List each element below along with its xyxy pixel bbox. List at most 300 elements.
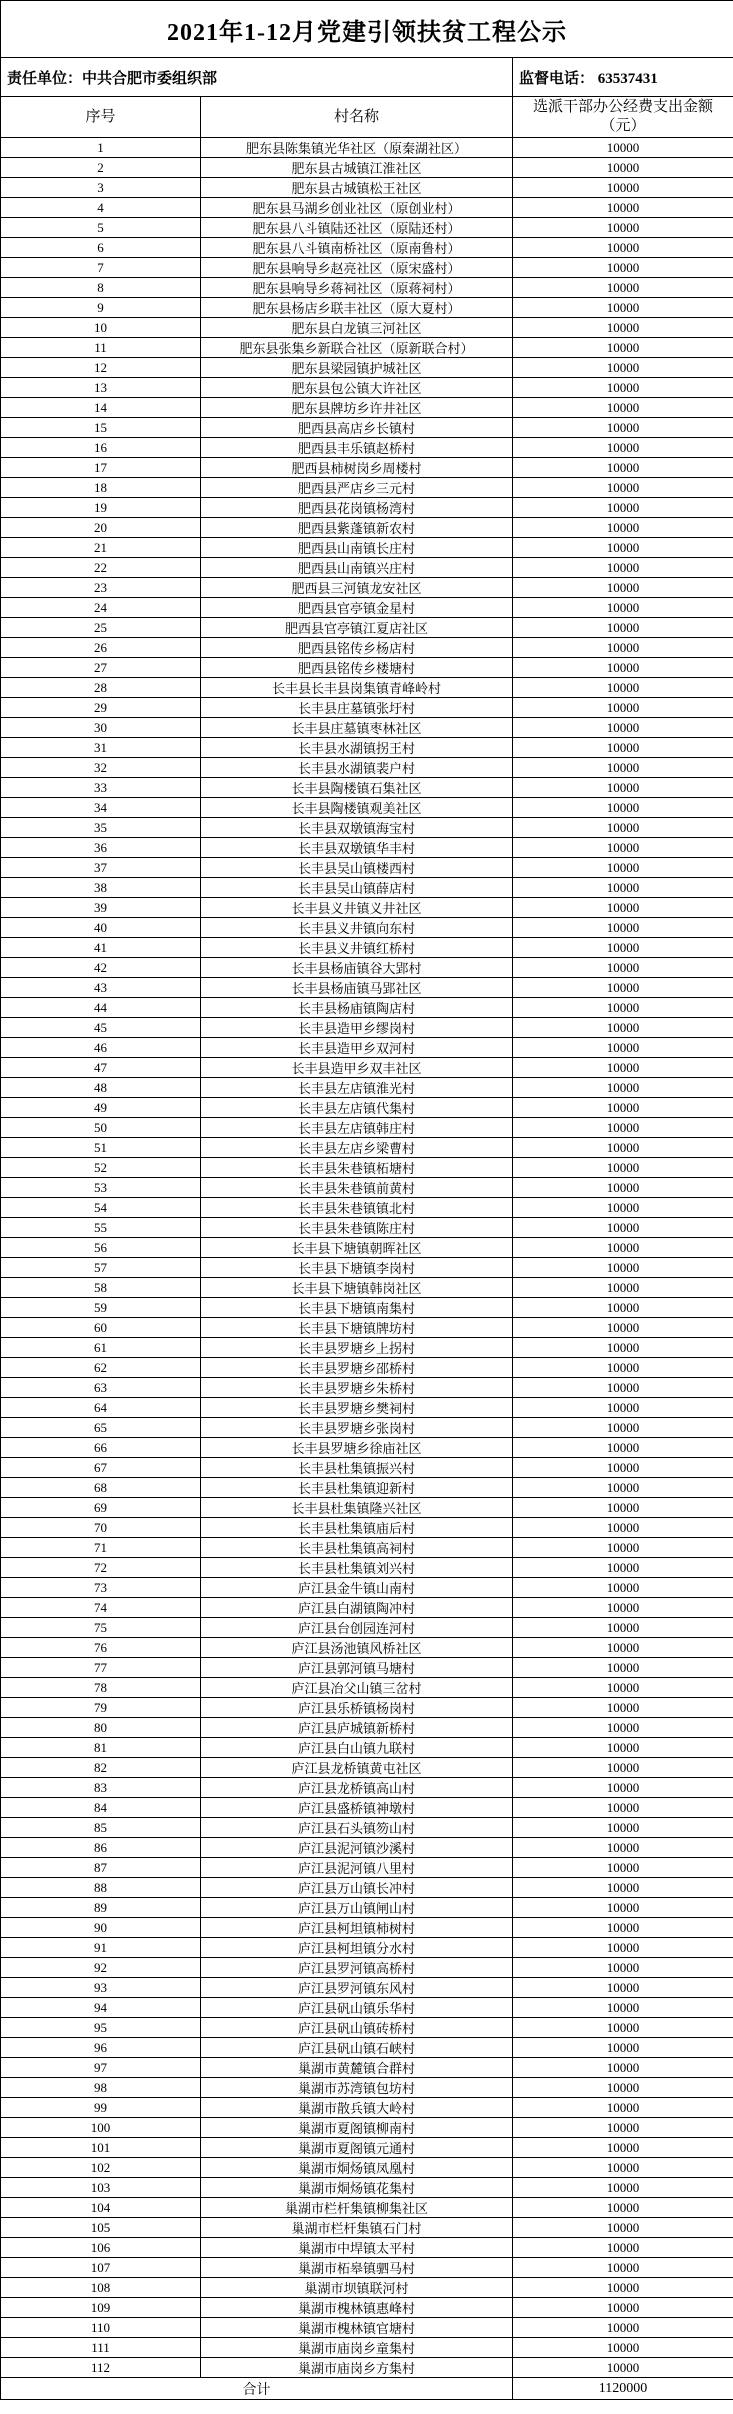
row-village-name: 肥东县梁园镇护城社区 bbox=[201, 358, 513, 378]
row-index: 4 bbox=[1, 198, 201, 218]
row-index: 39 bbox=[1, 898, 201, 918]
row-amount: 10000 bbox=[513, 2138, 733, 2158]
row-village-name: 长丰县造甲乡缪岗村 bbox=[201, 1018, 513, 1038]
row-village-name: 巢湖市槐林镇官塘村 bbox=[201, 2318, 513, 2338]
row-amount: 10000 bbox=[513, 598, 733, 618]
row-index: 47 bbox=[1, 1058, 201, 1078]
row-village-name: 庐江县白湖镇陶冲村 bbox=[201, 1598, 513, 1618]
table-row bbox=[1, 2118, 733, 2138]
row-village-name: 庐江县庐城镇新桥村 bbox=[201, 1718, 513, 1738]
row-amount: 10000 bbox=[513, 578, 733, 598]
table-row bbox=[1, 658, 733, 678]
row-amount: 10000 bbox=[513, 678, 733, 698]
row-village-name: 庐江县龙桥镇高山村 bbox=[201, 1778, 513, 1798]
row-village-name: 肥东县古城镇松王社区 bbox=[201, 178, 513, 198]
row-index: 35 bbox=[1, 818, 201, 838]
row-index: 22 bbox=[1, 558, 201, 578]
row-village-name: 肥西县官亭镇江夏店社区 bbox=[201, 618, 513, 638]
table-row bbox=[1, 2358, 733, 2378]
row-amount: 10000 bbox=[513, 378, 733, 398]
table-row bbox=[1, 938, 733, 958]
row-amount: 10000 bbox=[513, 1658, 733, 1678]
row-amount: 10000 bbox=[513, 1238, 733, 1258]
row-amount: 10000 bbox=[513, 1718, 733, 1738]
table-row bbox=[1, 898, 733, 918]
row-village-name: 庐江县矾山镇石峡村 bbox=[201, 2038, 513, 2058]
row-amount: 10000 bbox=[513, 1838, 733, 1858]
row-amount: 10000 bbox=[513, 2238, 733, 2258]
row-village-name: 长丰县罗塘乡上拐村 bbox=[201, 1338, 513, 1358]
row-index: 104 bbox=[1, 2198, 201, 2218]
row-index: 102 bbox=[1, 2158, 201, 2178]
row-index: 50 bbox=[1, 1118, 201, 1138]
row-village-name: 长丰县罗塘乡张岗村 bbox=[201, 1418, 513, 1438]
table-row bbox=[1, 1458, 733, 1478]
row-index: 93 bbox=[1, 1978, 201, 1998]
table-row bbox=[1, 2218, 733, 2238]
row-amount: 10000 bbox=[513, 978, 733, 998]
row-amount: 10000 bbox=[513, 638, 733, 658]
row-amount: 10000 bbox=[513, 1198, 733, 1218]
row-amount: 10000 bbox=[513, 2318, 733, 2338]
row-amount: 10000 bbox=[513, 1798, 733, 1818]
row-amount: 10000 bbox=[513, 1778, 733, 1798]
table-row bbox=[1, 1298, 733, 1318]
row-index: 61 bbox=[1, 1338, 201, 1358]
row-village-name: 肥西县官亭镇金星村 bbox=[201, 598, 513, 618]
row-index: 52 bbox=[1, 1158, 201, 1178]
row-village-name: 肥西县山南镇长庄村 bbox=[201, 538, 513, 558]
row-amount: 10000 bbox=[513, 1318, 733, 1338]
title-row bbox=[1, 1, 733, 58]
row-village-name: 巢湖市坝镇联河村 bbox=[201, 2278, 513, 2298]
row-amount: 10000 bbox=[513, 1138, 733, 1158]
table-row bbox=[1, 438, 733, 458]
row-index: 12 bbox=[1, 358, 201, 378]
row-index: 70 bbox=[1, 1518, 201, 1538]
row-amount: 10000 bbox=[513, 338, 733, 358]
row-index: 2 bbox=[1, 158, 201, 178]
row-village-name: 长丰县杨庙镇陶店村 bbox=[201, 998, 513, 1018]
row-amount: 10000 bbox=[513, 1558, 733, 1578]
table-row bbox=[1, 1718, 733, 1738]
table-row bbox=[1, 2078, 733, 2098]
row-village-name: 长丰县义井镇红桥村 bbox=[201, 938, 513, 958]
row-index: 109 bbox=[1, 2298, 201, 2318]
row-amount: 10000 bbox=[513, 1298, 733, 1318]
row-village-name: 长丰县长丰县岗集镇青峰岭村 bbox=[201, 678, 513, 698]
table-row bbox=[1, 638, 733, 658]
row-village-name: 巢湖市烔炀镇花集村 bbox=[201, 2178, 513, 2198]
table-row bbox=[1, 1998, 733, 2018]
row-village-name: 长丰县左店乡梁曹村 bbox=[201, 1138, 513, 1158]
row-village-name: 庐江县白山镇九联村 bbox=[201, 1738, 513, 1758]
table-row bbox=[1, 1698, 733, 1718]
row-index: 40 bbox=[1, 918, 201, 938]
row-village-name: 长丰县杨庙镇谷大郢村 bbox=[201, 958, 513, 978]
row-amount: 10000 bbox=[513, 1998, 733, 2018]
row-village-name: 长丰县陶楼镇石集社区 bbox=[201, 778, 513, 798]
row-amount: 10000 bbox=[513, 398, 733, 418]
row-index: 96 bbox=[1, 2038, 201, 2058]
row-amount: 10000 bbox=[513, 1058, 733, 1078]
row-index: 15 bbox=[1, 418, 201, 438]
row-amount: 10000 bbox=[513, 998, 733, 1018]
row-village-name: 长丰县下塘镇韩岗社区 bbox=[201, 1278, 513, 1298]
row-village-name: 肥西县紫蓬镇新农村 bbox=[201, 518, 513, 538]
row-amount: 10000 bbox=[513, 318, 733, 338]
row-village-name: 巢湖市黄麓镇合群村 bbox=[201, 2058, 513, 2078]
row-amount: 10000 bbox=[513, 1218, 733, 1238]
row-index: 101 bbox=[1, 2138, 201, 2158]
table-row bbox=[1, 1018, 733, 1038]
row-amount: 10000 bbox=[513, 718, 733, 738]
row-index: 26 bbox=[1, 638, 201, 658]
table-row bbox=[1, 1578, 733, 1598]
row-index: 71 bbox=[1, 1538, 201, 1558]
table-row bbox=[1, 1878, 733, 1898]
table-row bbox=[1, 318, 733, 338]
row-index: 66 bbox=[1, 1438, 201, 1458]
table-row bbox=[1, 1338, 733, 1358]
row-village-name: 巢湖市庙岗乡童集村 bbox=[201, 2338, 513, 2358]
row-amount: 10000 bbox=[513, 1618, 733, 1638]
table-row bbox=[1, 1438, 733, 1458]
row-index: 67 bbox=[1, 1458, 201, 1478]
row-amount: 10000 bbox=[513, 1038, 733, 1058]
table-row bbox=[1, 2318, 733, 2338]
row-village-name: 肥东县张集乡新联合社区（原新联合村） bbox=[201, 338, 513, 358]
table-row bbox=[1, 678, 733, 698]
table-row bbox=[1, 1078, 733, 1098]
table-row bbox=[1, 698, 733, 718]
row-amount: 10000 bbox=[513, 158, 733, 178]
row-index: 88 bbox=[1, 1878, 201, 1898]
row-amount: 10000 bbox=[513, 2298, 733, 2318]
row-village-name: 巢湖市夏阁镇柳南村 bbox=[201, 2118, 513, 2138]
table-row bbox=[1, 1358, 733, 1378]
table-row bbox=[1, 1098, 733, 1118]
row-index: 91 bbox=[1, 1938, 201, 1958]
row-amount: 10000 bbox=[513, 258, 733, 278]
page-title: 2021年1-12月党建引领扶贫工程公示 bbox=[1, 1, 733, 58]
row-village-name: 长丰县朱巷镇柘塘村 bbox=[201, 1158, 513, 1178]
row-index: 68 bbox=[1, 1478, 201, 1498]
row-amount: 10000 bbox=[513, 2098, 733, 2118]
row-index: 55 bbox=[1, 1218, 201, 1238]
column-header-row bbox=[1, 97, 733, 138]
row-village-name: 长丰县朱巷镇陈庄村 bbox=[201, 1218, 513, 1238]
table-row bbox=[1, 1858, 733, 1878]
row-index: 13 bbox=[1, 378, 201, 398]
row-village-name: 长丰县义井镇义井社区 bbox=[201, 898, 513, 918]
table-row bbox=[1, 1038, 733, 1058]
row-index: 107 bbox=[1, 2258, 201, 2278]
row-amount: 10000 bbox=[513, 1498, 733, 1518]
row-village-name: 长丰县造甲乡双丰社区 bbox=[201, 1058, 513, 1078]
row-amount: 10000 bbox=[513, 2058, 733, 2078]
row-index: 17 bbox=[1, 458, 201, 478]
row-village-name: 庐江县柯坦镇柿树村 bbox=[201, 1918, 513, 1938]
table-row bbox=[1, 1898, 733, 1918]
table-row bbox=[1, 1378, 733, 1398]
row-amount: 10000 bbox=[513, 818, 733, 838]
row-village-name: 长丰县杜集镇高祠村 bbox=[201, 1538, 513, 1558]
row-index: 75 bbox=[1, 1618, 201, 1638]
row-index: 10 bbox=[1, 318, 201, 338]
row-amount: 10000 bbox=[513, 1158, 733, 1178]
row-village-name: 庐江县矾山镇砖桥村 bbox=[201, 2018, 513, 2038]
table-row bbox=[1, 458, 733, 478]
row-village-name: 庐江县金牛镇山南村 bbox=[201, 1578, 513, 1598]
row-index: 73 bbox=[1, 1578, 201, 1598]
row-amount: 10000 bbox=[513, 1438, 733, 1458]
row-index: 110 bbox=[1, 2318, 201, 2338]
table-row bbox=[1, 1218, 733, 1238]
row-amount: 10000 bbox=[513, 1258, 733, 1278]
row-amount: 10000 bbox=[513, 1578, 733, 1598]
row-index: 42 bbox=[1, 958, 201, 978]
row-amount: 10000 bbox=[513, 2218, 733, 2238]
row-amount: 10000 bbox=[513, 1698, 733, 1718]
row-village-name: 长丰县义井镇向东村 bbox=[201, 918, 513, 938]
row-index: 51 bbox=[1, 1138, 201, 1158]
row-amount: 10000 bbox=[513, 2158, 733, 2178]
table-row bbox=[1, 398, 733, 418]
row-index: 46 bbox=[1, 1038, 201, 1058]
row-amount: 10000 bbox=[513, 858, 733, 878]
row-village-name: 长丰县双墩镇海宝村 bbox=[201, 818, 513, 838]
row-amount: 10000 bbox=[513, 1918, 733, 1938]
row-index: 98 bbox=[1, 2078, 201, 2098]
row-index: 89 bbox=[1, 1898, 201, 1918]
row-amount: 10000 bbox=[513, 2078, 733, 2098]
table-row bbox=[1, 2058, 733, 2078]
column-header-amount: 选派干部办公经费支出金额（元） bbox=[513, 97, 733, 138]
row-index: 16 bbox=[1, 438, 201, 458]
row-village-name: 长丰县朱巷镇前黄村 bbox=[201, 1178, 513, 1198]
row-village-name: 肥东县白龙镇三河社区 bbox=[201, 318, 513, 338]
table-row bbox=[1, 2198, 733, 2218]
row-village-name: 肥东县杨店乡联丰社区（原大夏村） bbox=[201, 298, 513, 318]
row-village-name: 庐江县万山镇长冲村 bbox=[201, 1878, 513, 1898]
table-row bbox=[1, 2138, 733, 2158]
table-row bbox=[1, 1818, 733, 1838]
row-amount: 10000 bbox=[513, 938, 733, 958]
row-amount: 10000 bbox=[513, 498, 733, 518]
row-village-name: 庐江县台创园连河村 bbox=[201, 1618, 513, 1638]
table-row bbox=[1, 1658, 733, 1678]
row-amount: 10000 bbox=[513, 1398, 733, 1418]
row-amount: 10000 bbox=[513, 898, 733, 918]
table-row bbox=[1, 998, 733, 1018]
row-index: 54 bbox=[1, 1198, 201, 1218]
row-index: 28 bbox=[1, 678, 201, 698]
row-index: 83 bbox=[1, 1778, 201, 1798]
row-index: 24 bbox=[1, 598, 201, 618]
row-village-name: 肥西县山南镇兴庄村 bbox=[201, 558, 513, 578]
table-row bbox=[1, 1278, 733, 1298]
table-row bbox=[1, 1558, 733, 1578]
table-row bbox=[1, 1618, 733, 1638]
row-amount: 10000 bbox=[513, 1758, 733, 1778]
row-index: 77 bbox=[1, 1658, 201, 1678]
table-row bbox=[1, 1498, 733, 1518]
row-village-name: 庐江县泥河镇沙溪村 bbox=[201, 1838, 513, 1858]
row-index: 44 bbox=[1, 998, 201, 1018]
row-village-name: 肥东县响导乡赵亮社区（原宋盛村） bbox=[201, 258, 513, 278]
row-amount: 10000 bbox=[513, 558, 733, 578]
row-village-name: 庐江县万山镇闸山村 bbox=[201, 1898, 513, 1918]
row-index: 25 bbox=[1, 618, 201, 638]
row-village-name: 肥西县铭传乡楼塘村 bbox=[201, 658, 513, 678]
row-village-name: 长丰县造甲乡双河村 bbox=[201, 1038, 513, 1058]
table-row bbox=[1, 378, 733, 398]
row-amount: 10000 bbox=[513, 418, 733, 438]
table-row bbox=[1, 978, 733, 998]
row-amount: 10000 bbox=[513, 538, 733, 558]
table-row bbox=[1, 2178, 733, 2198]
row-amount: 10000 bbox=[513, 358, 733, 378]
row-village-name: 庐江县罗河镇东风村 bbox=[201, 1978, 513, 1998]
table-row bbox=[1, 618, 733, 638]
row-village-name: 长丰县吴山镇楼西村 bbox=[201, 858, 513, 878]
row-index: 72 bbox=[1, 1558, 201, 1578]
row-amount: 10000 bbox=[513, 1858, 733, 1878]
row-village-name: 巢湖市栏杆集镇柳集社区 bbox=[201, 2198, 513, 2218]
table-row bbox=[1, 758, 733, 778]
row-amount: 10000 bbox=[513, 2258, 733, 2278]
row-amount: 10000 bbox=[513, 878, 733, 898]
row-village-name: 庐江县乐桥镇杨岗村 bbox=[201, 1698, 513, 1718]
table-row bbox=[1, 2098, 733, 2118]
row-village-name: 长丰县双墩镇华丰村 bbox=[201, 838, 513, 858]
table-row bbox=[1, 298, 733, 318]
row-index: 23 bbox=[1, 578, 201, 598]
table-row bbox=[1, 2278, 733, 2298]
row-village-name: 肥东县牌坊乡许井社区 bbox=[201, 398, 513, 418]
row-village-name: 庐江县柯坦镇分水村 bbox=[201, 1938, 513, 1958]
table-row bbox=[1, 338, 733, 358]
row-index: 6 bbox=[1, 238, 201, 258]
table-row bbox=[1, 1598, 733, 1618]
row-index: 20 bbox=[1, 518, 201, 538]
table-row bbox=[1, 1518, 733, 1538]
row-amount: 10000 bbox=[513, 1638, 733, 1658]
row-amount: 10000 bbox=[513, 1378, 733, 1398]
table-row bbox=[1, 2338, 733, 2358]
row-village-name: 肥东县陈集镇光华社区（原秦湖社区） bbox=[201, 138, 513, 158]
row-index: 41 bbox=[1, 938, 201, 958]
row-village-name: 长丰县下塘镇南集村 bbox=[201, 1298, 513, 1318]
row-village-name: 巢湖市柘皋镇驷马村 bbox=[201, 2258, 513, 2278]
table-row bbox=[1, 778, 733, 798]
row-index: 38 bbox=[1, 878, 201, 898]
row-amount: 10000 bbox=[513, 1898, 733, 1918]
row-village-name: 肥西县高店乡长镇村 bbox=[201, 418, 513, 438]
row-village-name: 庐江县石头镇笏山村 bbox=[201, 1818, 513, 1838]
row-amount: 10000 bbox=[513, 298, 733, 318]
table-row bbox=[1, 1138, 733, 1158]
table-row bbox=[1, 578, 733, 598]
row-index: 82 bbox=[1, 1758, 201, 1778]
row-index: 103 bbox=[1, 2178, 201, 2198]
total-row bbox=[1, 2378, 733, 2400]
row-index: 108 bbox=[1, 2278, 201, 2298]
row-amount: 10000 bbox=[513, 798, 733, 818]
table-row bbox=[1, 518, 733, 538]
row-amount: 10000 bbox=[513, 438, 733, 458]
row-village-name: 长丰县陶楼镇观美社区 bbox=[201, 798, 513, 818]
row-amount: 10000 bbox=[513, 1478, 733, 1498]
row-index: 49 bbox=[1, 1098, 201, 1118]
table-row bbox=[1, 1678, 733, 1698]
row-index: 92 bbox=[1, 1958, 201, 1978]
row-village-name: 长丰县罗塘乡徐庙社区 bbox=[201, 1438, 513, 1458]
table-row bbox=[1, 1478, 733, 1498]
row-amount: 10000 bbox=[513, 1818, 733, 1838]
table-row bbox=[1, 1758, 733, 1778]
table-row bbox=[1, 258, 733, 278]
row-village-name: 长丰县庄墓镇张圩村 bbox=[201, 698, 513, 718]
row-village-name: 长丰县杜集镇庙后村 bbox=[201, 1518, 513, 1538]
row-village-name: 庐江县汤池镇风桥社区 bbox=[201, 1638, 513, 1658]
row-index: 53 bbox=[1, 1178, 201, 1198]
row-index: 32 bbox=[1, 758, 201, 778]
row-amount: 10000 bbox=[513, 1278, 733, 1298]
row-amount: 10000 bbox=[513, 1938, 733, 1958]
row-village-name: 长丰县下塘镇朝晖社区 bbox=[201, 1238, 513, 1258]
table-row bbox=[1, 918, 733, 938]
table-row bbox=[1, 538, 733, 558]
column-header-index: 序号 bbox=[1, 97, 201, 138]
table-row bbox=[1, 738, 733, 758]
row-index: 21 bbox=[1, 538, 201, 558]
row-amount: 10000 bbox=[513, 138, 733, 158]
row-amount: 10000 bbox=[513, 618, 733, 638]
info-row bbox=[1, 58, 733, 97]
table-row bbox=[1, 2038, 733, 2058]
table-row bbox=[1, 1318, 733, 1338]
row-index: 105 bbox=[1, 2218, 201, 2238]
table-row bbox=[1, 2158, 733, 2178]
row-amount: 10000 bbox=[513, 2118, 733, 2138]
row-amount: 10000 bbox=[513, 1018, 733, 1038]
row-village-name: 庐江县郭河镇马塘村 bbox=[201, 1658, 513, 1678]
row-index: 5 bbox=[1, 218, 201, 238]
row-village-name: 长丰县杨庙镇马郢社区 bbox=[201, 978, 513, 998]
row-index: 27 bbox=[1, 658, 201, 678]
table-row bbox=[1, 1538, 733, 1558]
total-label: 合计 bbox=[1, 2378, 513, 2400]
table-row bbox=[1, 598, 733, 618]
row-index: 7 bbox=[1, 258, 201, 278]
row-amount: 10000 bbox=[513, 1678, 733, 1698]
row-village-name: 长丰县吴山镇薛店村 bbox=[201, 878, 513, 898]
row-amount: 10000 bbox=[513, 1458, 733, 1478]
row-village-name: 长丰县杜集镇振兴村 bbox=[201, 1458, 513, 1478]
row-amount: 10000 bbox=[513, 1538, 733, 1558]
row-amount: 10000 bbox=[513, 658, 733, 678]
row-index: 111 bbox=[1, 2338, 201, 2358]
row-village-name: 巢湖市散兵镇大岭村 bbox=[201, 2098, 513, 2118]
table-row bbox=[1, 838, 733, 858]
row-index: 79 bbox=[1, 1698, 201, 1718]
row-index: 99 bbox=[1, 2098, 201, 2118]
row-amount: 10000 bbox=[513, 1878, 733, 1898]
row-village-name: 长丰县下塘镇李岗村 bbox=[201, 1258, 513, 1278]
row-amount: 10000 bbox=[513, 2178, 733, 2198]
